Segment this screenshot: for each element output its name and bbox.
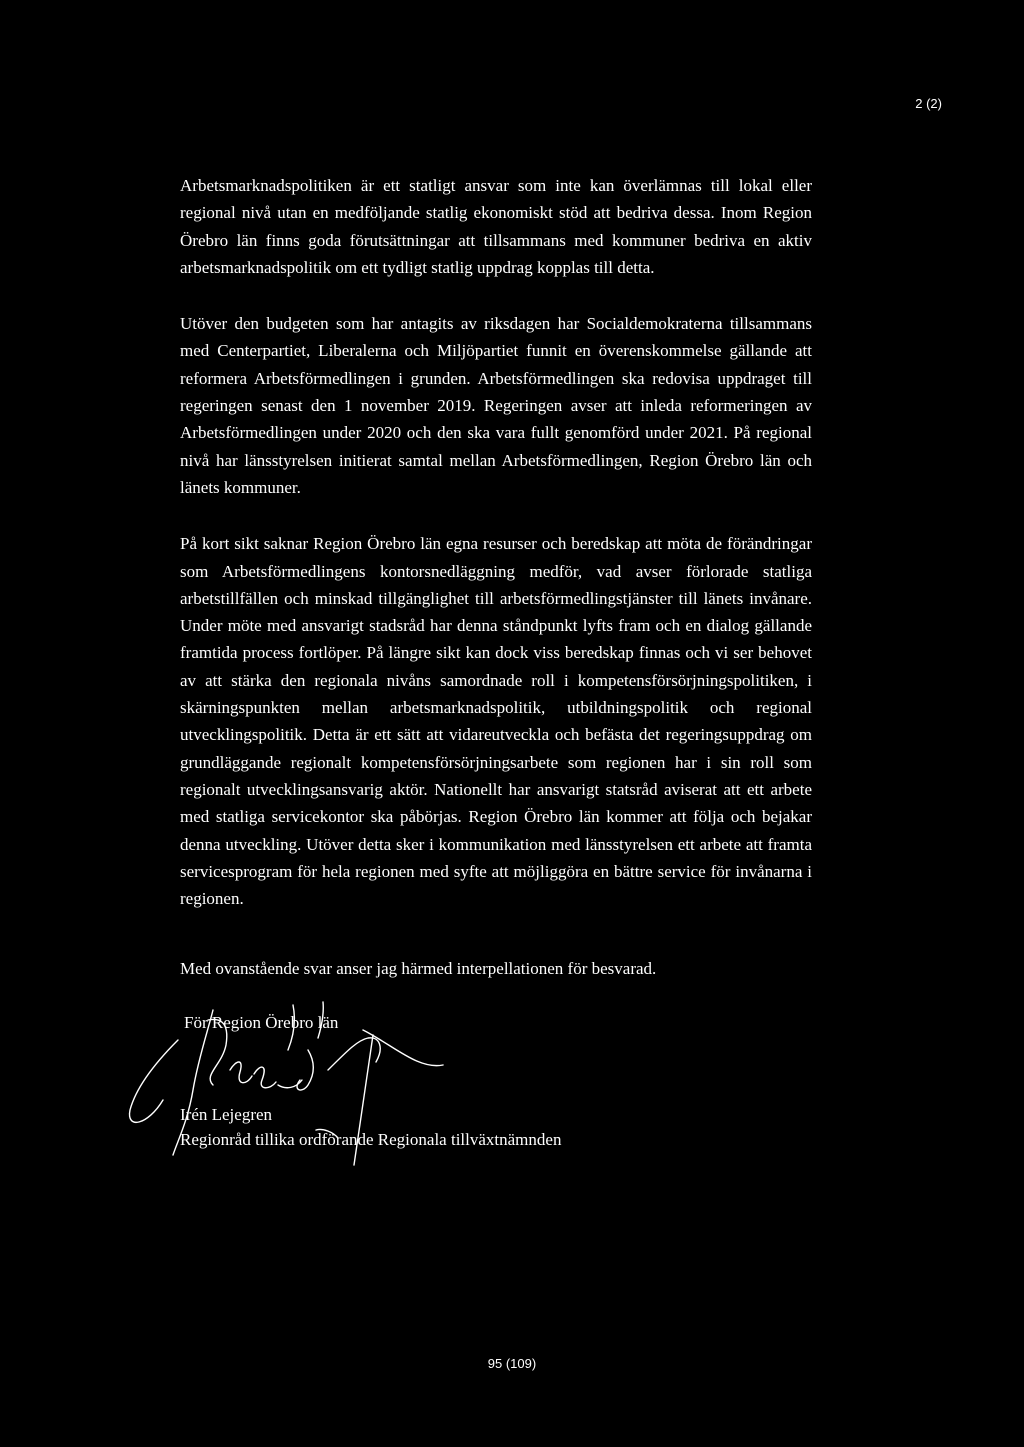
footer-page-number: 95 (109): [487, 1356, 537, 1371]
paragraph-1: Arbetsmarknadspolitiken är ett statligt ansvar som inte kan överlämnas till lokal eller regional nivå utan en medföljande statlig ekonomiskt stöd att bedriva dessa. Inom Region Örebro län finns goda förutsättningar att tillsammans med kommuner bedriva en aktiv arbetsmarknadspolitik om ett tydligt statlig uppdrag kopplas till detta.: [180, 176, 812, 277]
signatory-title: Regionråd tillika ordförande Regionala tillväxtnämnden: [180, 1129, 562, 1149]
closing-statement: Med ovanstående svar anser jag härmed interpellationen för besvarad.: [180, 959, 657, 979]
letter-body: [180, 172, 812, 1151]
signatory-name: Irén Lejegren: [180, 1104, 273, 1124]
signature-block: [180, 1012, 812, 1151]
header-page-number: 2 (2): [915, 96, 942, 111]
paragraph-3: På kort sikt saknar Region Örebro län egna resurser och beredskap att möta de förändringar som Arbetsförmedlingens kontorsnedläggning medför, vad avser förlorade statliga arbetstillfällen och minskad tillgänglighet till arbetsförmedlingstjänster till länets invånare. Under möte med ansvarigt stadsråd har denna ståndpunkt lyfts fram och en dialog gällande framtida process fortlöper. På längre sikt kan dock viss beredskap finnas och vi ser behovet av att stärka den regionala nivåns samordnade roll i kompetensförsörjningspolitiken, i skärningspunkten mellan arbetsmarknadspolitik, utbildningspolitik och regional utvecklingspolitik. Detta är ett sätt att vidareutveckla och befästa det regeringsuppdrag om grundläggande regionalt kompetensförsörjningsarbete som regionen har i sin roll som regionalt utvecklingsansvarig aktör. Nationellt har ansvarigt statsråd aviserat att ett arbete med statliga servicekontor ska påbörjas. Region Örebro län kommer att följa och bejakar denna utveckling. Utöver detta sker i kommunikation med länsstyrelsen ett arbete att framta servicesprogram för hela regionen med syfte att möjliggöra en bättre service för invånarna i regionen.: [180, 534, 812, 909]
paragraph-2: Utöver den budgeten som har antagits av riksdagen har Socialdemokraterna tillsammans med Centerpartiet, Liberalerna och Miljöpartiet funnit en överenskommelse gällande att reformera Arbetsförmedlingen i grunden. Arbetsförmedlingen ska redovisa uppdraget till regeringen senast den 1 november 2019. Regeringen avser att inleda reformeringen av Arbetsförmedlingen under 2020 och den ska vara fullt genomförd under 2021. På regional nivå har länsstyrelsen initierat samtal mellan Arbetsförmedlingen, Region Örebro län och länets kommuner.: [180, 314, 812, 497]
signature-organization: För Region Örebro län: [184, 1012, 339, 1032]
